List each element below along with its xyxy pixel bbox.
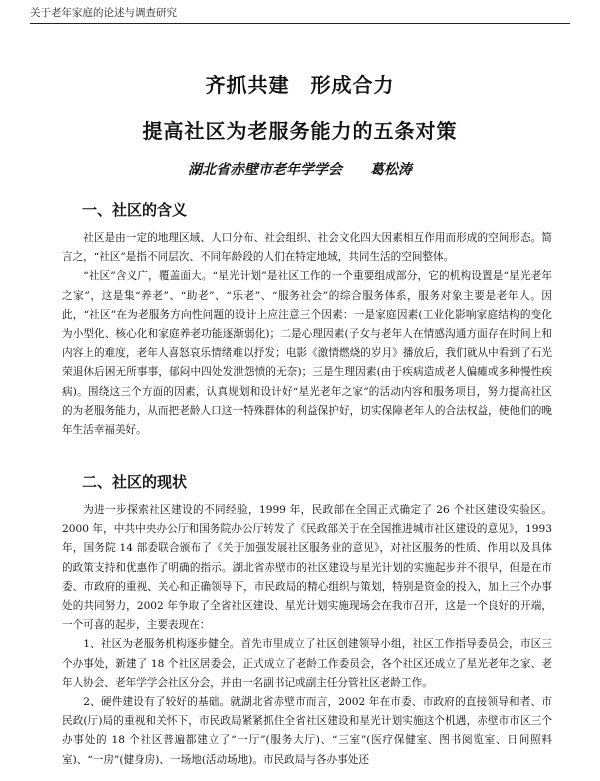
title-line-1: 齐抓共建 形成合力	[205, 73, 395, 97]
section-1-heading: 一、社区的含义	[82, 201, 188, 219]
paragraph: 2、硬件建设有了较好的基础。就湖北省赤壁市而言，2002 年在市委、市政府的直接领导和者、市民政(厅)局的重视和关怀下，市民政局紧紧抓住全省社区建设和星光计划实施这个机遇，赤壁市市区三个办事处的 18 个社区普遍都建立了“一厅”(服务大厅)、“三室”(医疗保健室、图书阅览室、日间照料室)、“一房”(健身房)、一场地(活动场地)。市民政局与各办事处还	[62, 696, 552, 766]
section-2-heading: 二、社区的现状	[82, 473, 188, 491]
running-head: 关于老年家庭的论述与调查研究	[30, 6, 570, 24]
paragraph: 1、社区为老服务机构逐步健全。首先市里成立了社区创建领导小组，社区工作指导委员会，市区三个办事处，新建了 18 个社区居委会，正式成立了老龄工作委员会，各个社区还成立了星光老年之家、老年人协会、老年学学会社区分会，并由一名副书记或副主任分管社区老龄工作。	[62, 638, 552, 689]
paragraph: 社区是由一定的地理区域、人口分布、社会组织、社会文化四大因素相互作用而形成的空间形态。简言之，“社区”是指不同层次、不同年龄段的人们在特定地域，共同生活的空间整体。	[62, 232, 552, 264]
section-2-body	[62, 501, 552, 770]
title-line-2: 提高社区为老服务能力的五条对策	[142, 119, 458, 143]
author-byline: 湖北省赤壁市老年学学会 葛松涛	[188, 162, 412, 178]
paragraph: “社区”含义广，覆盖面大。“星光计划”是社区工作的一个重要组成部分，它的机构设置是“星光老年之家”，这是集“养老”、“助老”、“乐老”、“服务社会”的综合服务体系，服务对象主要是老年人。因此，“社区”在为老服务方向性问题的设计上应注意三个因素：一是家庭因素(工业化影响家庭结构的变化为小型化、核心化和家庭养老功能逐渐弱化)；二是心理因素(子女与老年人在情感沟通方面存在时间上和内容上的难度，老年人喜怒哀乐情绪难以抒发；电影《激情燃烧的岁月》播放后，我们就从中看到了石光荣退休后困无所事事，郁闷中四处发泄怨愤的无奈)；三是生理因素(由于疾病造成老人偏瘫或多种慢性疾病)。围绕这三个方面的因素，认真规划和设计好“星光老年之家”的活动内容和服务项目，努力提高社区的为老服务能力，从而把老龄人口这一特殊群体的利益保护好，切实保障老年人的合法权益，使他们的晚年生活幸福美好。	[62, 270, 552, 437]
section-1-body	[62, 229, 552, 440]
paragraph: 为进一步探索社区建设的不同经验，1999 年，民政部在全国正式确定了 26 个社区建设实验区。2000 年，中共中央办公厅和国务院办公厅转发了《民政部关于在全国推进城市社区建设的意见》，1993 年，国务院 14 部委联合颁布了《关于加强发展社区服务业的意见》，对社区服务的性质、作用以及具体的政策支持和优惠作了明确的指示。湖北省赤壁市的社区建设与星光计划的实施起步并不很早，但是在市委、市政府的重视、关心和正确领导下，市民政局的精心组织与策划，特别是资金的投入，加上三个办事处的共同努力，2002 年争取了全省社区建设、星光计划实施现场会在我市召开，这是一个良好的开端，一个可喜的起步，主要表现在：	[62, 504, 552, 632]
